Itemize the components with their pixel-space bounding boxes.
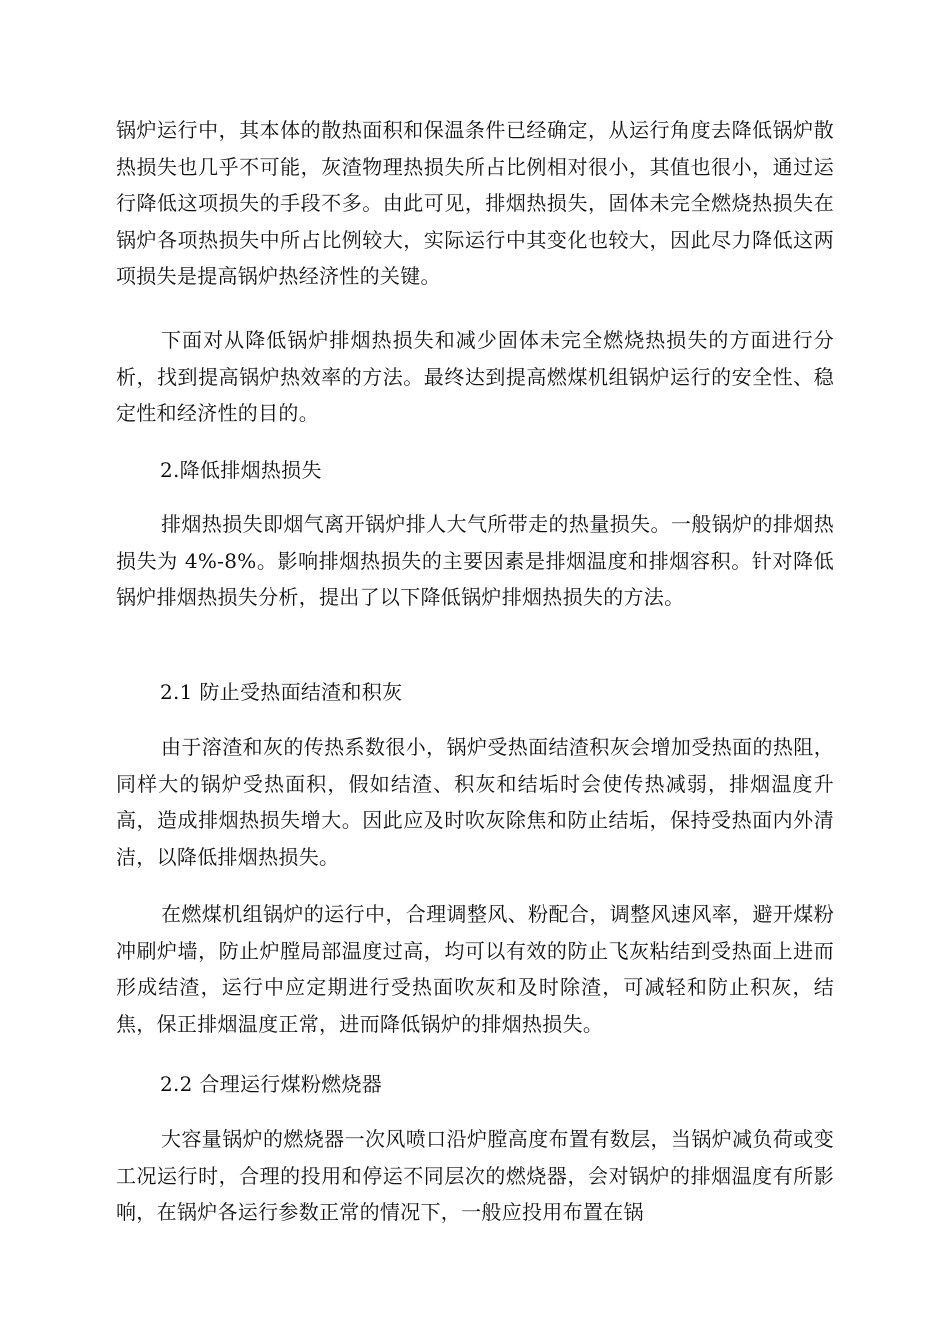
paragraph-exhaust-heat-loss: 排烟热损失即烟气离开锅炉排人大气所带走的热量损失。一般锅炉的排烟热损失为 4%-8%。影响排烟热损失的主要因素是排烟温度和排烟容积。针对降低锅炉排烟热损失分析，提出了以下降低锅炉排烟热损失的方法。: [116, 512, 834, 609]
paragraph-analysis-overview: 下面对从降低锅炉排烟热损失和减少固体未完全燃烧热损失的方面进行分析，找到提高锅炉热效率的方法。最终达到提高燃煤机组锅炉运行的安全性、稳定性和经济性的目的。: [116, 328, 834, 425]
paragraph-burner-operation: 大容量锅炉的燃烧器一次风喷口沿炉膛高度布置有数层，当锅炉减负荷或变工况运行时，合理的投用和停运不同层次的燃烧器，会对锅炉的排烟温度有所影响，在锅炉各运行参数正常的情况下，一般应投用布置在锅: [116, 1127, 834, 1224]
paragraph-operation-adjustment: 在燃煤机组锅炉的运行中，合理调整风、粉配合，调整风速风率，避开煤粉冲刷炉墙，防止炉膛局部温度过高，均可以有效的防止飞灰粘结到受热面上进而形成结渣，运行中应定期进行受热面吹灰和及时除渣，可减轻和防止积灰，结焦，保正排烟温度正常，进而降低锅炉的排烟热损失。: [116, 902, 834, 1036]
section-heading-2: 2.降低排烟热损失: [160, 458, 322, 482]
section-heading-2-2: 2.2 合理运行煤粉燃烧器: [160, 1072, 383, 1096]
paragraph-heat-loss-intro: 锅炉运行中，其本体的散热面积和保温条件已经确定，从运行角度去降低锅炉散热损失也几乎不可能，灰渣物理热损失所占比例相对很小，其值也很小，通过运行降低这项损失的手段不多。由此可见，排烟热损失，固体未完全燃烧热损失在锅炉各项热损失中所占比例较大，实际运行中其变化也较大，因此尽力降低这两项损失是提高锅炉热经济性的关键。: [116, 118, 834, 288]
paragraph-slagging-ash: 由于溶渣和灰的传热系数很小，锅炉受热面结渣积灰会增加受热面的热阻，同样大的锅炉受热面积，假如结渣、积灰和结垢时会使传热减弱，排烟温度升高，造成排烟热损失增大。因此应及时吹灰除焦和防止结垢，保持受热面内外清洁，以降低排烟热损失。: [116, 735, 834, 869]
section-heading-2-1: 2.1 防止受热面结渣和积灰: [160, 680, 403, 704]
